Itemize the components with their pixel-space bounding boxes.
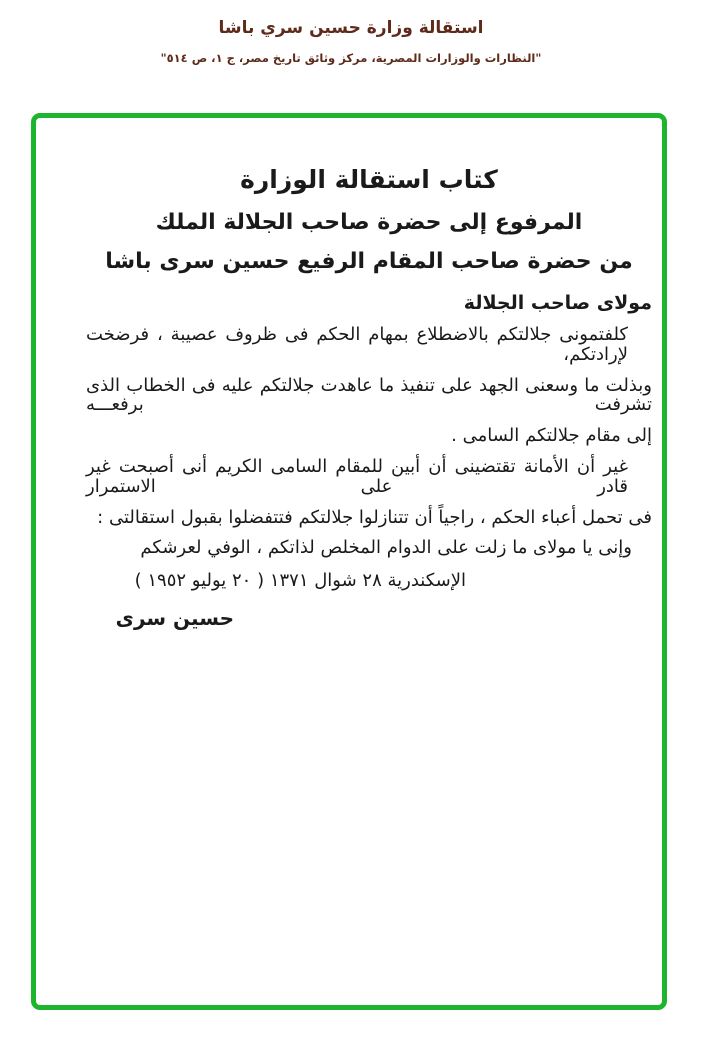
letter-salutation: مولاى صاحب الجلالة <box>463 292 652 314</box>
letter-closing-line: وإنى يا مولاى ما زلت على الدوام المخلص لذاتكم ، الوفي لعرشكم <box>140 537 632 559</box>
source-citation: "النظارات والوزارات المصرية، مركز وثائق تاريخ مصر، ج ١، ص ٥١٤" <box>160 51 542 65</box>
letter-line: وبذلت ما وسعنى الجهد على تنفيذ ما عاهدت جلالتكم عليه فى الخطاب الذى تشرفت برفعـــه <box>86 374 652 416</box>
letter-line: فى تحمل أعباء الحكم ، راجياً أن تتنازلوا جلالتكم فتتفضلوا بقبول استقالتى : <box>97 506 652 528</box>
letter-dateline: الإسكندرية ٢٨ شوال ١٣٧١ ( ٢٠ يوليو ١٩٥٢ ) <box>134 570 466 592</box>
letter-line: إلى مقام جلالتكم السامى . <box>451 425 652 447</box>
letter-heading-1: كتاب استقالة الوزارة <box>240 165 498 194</box>
page-header <box>0 18 702 65</box>
page-title: استقالة وزارة حسين سري باشا <box>218 18 484 38</box>
letter-heading-2: المرفوع إلى حضرة صاحب الجلالة الملك <box>155 210 583 235</box>
document-border-frame <box>31 113 667 1010</box>
letter-heading-3: من حضرة صاحب المقام الرفيع حسين سرى باشا <box>105 249 633 274</box>
letter-signature: حسين سرى <box>115 605 234 630</box>
letter-line: كلفتمونى جلالتكم بالاضطلاع بمهام الحكم فى ظروف عصيبة ، فرضخت لإرادتكم، <box>86 324 628 365</box>
letter-line: غير أن الأمانة تقتضينى أن أبين للمقام السامى الكريم أنى أصبحت غير قادر على الاستمرار <box>86 455 628 497</box>
letter-body <box>36 118 662 1005</box>
